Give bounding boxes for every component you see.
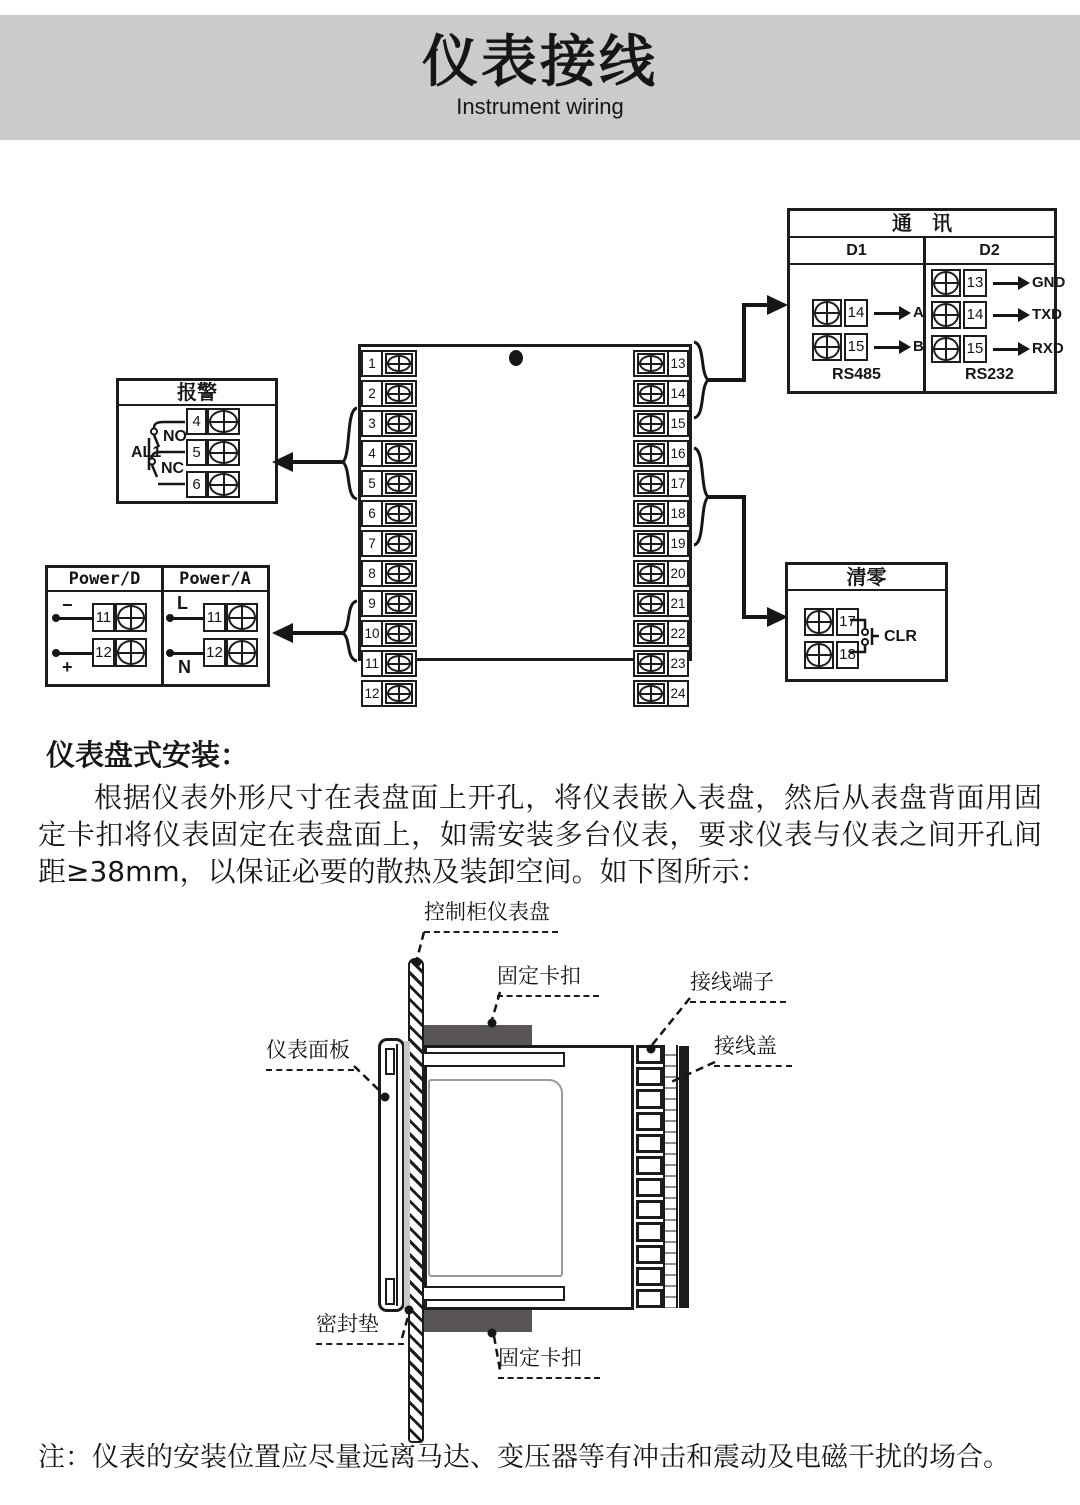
terminal-number: 14 xyxy=(667,382,687,405)
terminal-number: 22 xyxy=(667,622,687,645)
terminal-number: 16 xyxy=(667,442,687,465)
terminal-number: 14 xyxy=(844,299,868,327)
alarm-nc-label: NC xyxy=(161,460,185,477)
installation-note: 注：仪表的安装位置应尽量远离马达、变压器等有冲击和震动及电磁干扰的场合。 xyxy=(38,1442,1010,1473)
terminal-number: 2 xyxy=(363,382,383,405)
terminal-number: 5 xyxy=(363,472,383,495)
terminal-number: 21 xyxy=(667,592,687,615)
wiring-connectors xyxy=(0,190,1080,710)
ac-line-sign: L xyxy=(177,593,188,613)
terminal-number: 12 xyxy=(92,638,115,667)
terminal-number: 4 xyxy=(186,408,207,435)
terminal-number: 15 xyxy=(844,333,868,361)
wire-to-comm xyxy=(708,305,770,380)
terminal-number: 11 xyxy=(203,603,226,632)
brace-terminals-17-20 xyxy=(694,448,708,545)
terminal-number: 3 xyxy=(363,412,383,435)
comm-d2-header: D2 xyxy=(925,238,1054,265)
terminal-number: 1 xyxy=(363,352,383,375)
brace-terminals-4-6 xyxy=(343,408,357,499)
power-ac-title: Power/A xyxy=(163,568,267,592)
terminal-number: 6 xyxy=(363,502,383,525)
figure-leader-lines xyxy=(250,880,810,1460)
page-subtitle: Instrument wiring xyxy=(456,94,624,119)
terminal-number: 4 xyxy=(363,442,383,465)
terminal-number: 13 xyxy=(963,269,987,297)
dc-plus-sign: + xyxy=(62,657,73,677)
power-dc-title: Power/D xyxy=(48,568,161,592)
dc-minus-sign: − xyxy=(62,595,73,615)
terminal-number: 11 xyxy=(363,652,383,675)
label-wiring-cover: 接线盖 xyxy=(714,1030,792,1067)
alarm-box-title: 报警 xyxy=(119,381,275,406)
arrowhead-right-icon xyxy=(767,295,788,315)
brace-terminals-11-12 xyxy=(343,601,357,661)
mounting-paragraph: 根据仪表外形尺寸在表盘面上开孔，将仪表嵌入表盘，然后从表盘背面用固定卡扣将仪表固定在表盘面上，如需安装多台仪表，要求仪表与仪表之间开孔间距≥38mm，以保证必要的散热及装卸空间。如下图所示： xyxy=(38,781,1042,888)
alarm-no-label: NO xyxy=(163,428,187,445)
terminal-number: 12 xyxy=(363,682,383,705)
rs232-label: RS232 xyxy=(965,366,1014,383)
signal-label: RXD xyxy=(1032,340,1064,357)
header-band xyxy=(0,15,1080,140)
terminal-number: 11 xyxy=(92,603,115,632)
label-fixing-clip-bottom: 固定卡扣 xyxy=(498,1342,600,1379)
terminal-number: 20 xyxy=(667,562,687,585)
arrowhead-left-icon xyxy=(272,452,293,472)
terminal-number: 9 xyxy=(363,592,383,615)
mounting-heading: 仪表盘式安装： xyxy=(46,738,250,772)
terminal-number: 19 xyxy=(667,532,687,555)
signal-label: TXD xyxy=(1032,306,1062,323)
terminal-number: 15 xyxy=(963,335,987,363)
wire-to-clear xyxy=(708,497,770,617)
comm-box-title: 通 讯 xyxy=(790,211,1054,238)
terminal-number: 17 xyxy=(667,472,687,495)
terminal-number: 18 xyxy=(836,641,859,669)
arrowhead-left-icon xyxy=(272,623,293,643)
terminal-number: 6 xyxy=(186,471,207,498)
comm-d1-header: D1 xyxy=(790,238,923,265)
ac-neutral-sign: N xyxy=(178,657,191,677)
signal-label: A xyxy=(913,304,924,321)
label-sealing-gasket: 密封垫 xyxy=(316,1308,404,1345)
terminal-number: 7 xyxy=(363,532,383,555)
terminal-number: 8 xyxy=(363,562,383,585)
label-cabinet-panel: 控制柜仪表盘 xyxy=(424,896,558,933)
brace-terminals-13-15 xyxy=(694,342,708,418)
label-wiring-terminal: 接线端子 xyxy=(690,966,786,1003)
rs485-label: RS485 xyxy=(832,366,881,383)
terminal-number: 10 xyxy=(363,622,383,645)
terminal-number: 13 xyxy=(667,352,687,375)
terminal-number: 23 xyxy=(667,652,687,675)
page-title: 仪表接线 xyxy=(422,30,658,95)
terminal-number: 18 xyxy=(667,502,687,525)
terminal-number: 5 xyxy=(186,439,207,466)
alarm-relay-label: AL1 xyxy=(131,444,162,461)
terminal-number: 15 xyxy=(667,412,687,435)
signal-label: GND xyxy=(1032,274,1066,291)
label-faceplate: 仪表面板 xyxy=(266,1034,354,1071)
terminal-number: 14 xyxy=(963,301,987,329)
terminal-number: 24 xyxy=(667,682,687,705)
arrowhead-right-icon xyxy=(767,607,788,627)
terminal-number: 12 xyxy=(203,638,226,667)
clear-switch-label: CLR xyxy=(884,628,917,645)
signal-label: B xyxy=(913,338,924,355)
label-fixing-clip-top: 固定卡扣 xyxy=(497,960,599,997)
clear-box-title: 清零 xyxy=(788,565,945,591)
terminal-number: 17 xyxy=(836,608,859,636)
